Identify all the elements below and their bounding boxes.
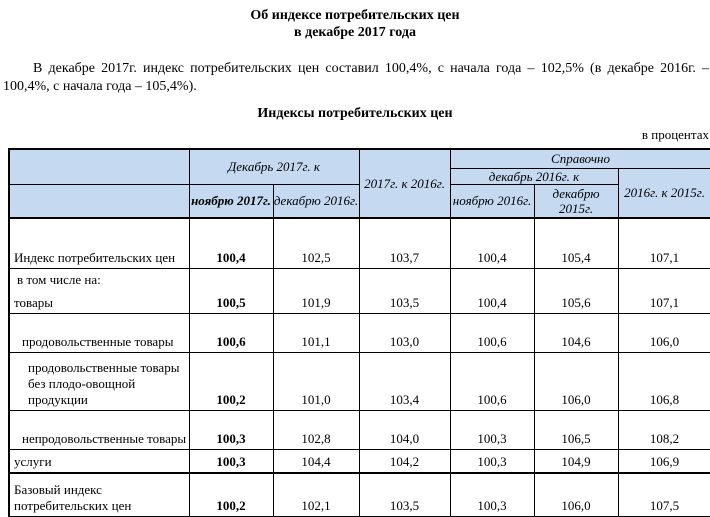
cell-value: 103,4 — [359, 353, 450, 411]
cell-value: 100,6 — [450, 314, 534, 353]
cell-value: 107,1 — [618, 218, 710, 268]
table-row — [9, 290, 710, 314]
row-label: продовольственные товары — [9, 314, 189, 353]
table-row — [9, 411, 710, 450]
cell-value: 106,0 — [534, 473, 618, 517]
cell-value: 101,9 — [273, 290, 359, 314]
row-label: услуги — [9, 450, 189, 473]
row-label: в том числе на: — [9, 268, 189, 290]
cell-value: 106,0 — [534, 353, 618, 411]
row-label: Индекс потребительских цен — [9, 218, 189, 268]
header-reference: Справочно — [450, 149, 710, 168]
cell-value: 106,9 — [618, 450, 710, 473]
cell-value: 100,3 — [450, 450, 534, 473]
header-group-dec2016: декабрь 2016г. к — [450, 168, 618, 184]
cell-value: 106,8 — [618, 353, 710, 411]
cell-value: 104,2 — [359, 450, 450, 473]
cell-value: 102,1 — [273, 473, 359, 517]
cell-value: 102,5 — [273, 218, 359, 268]
cell-value: 100,4 — [189, 218, 273, 268]
row-label: Базовый индекс потребительских цен — [9, 473, 189, 517]
table-row — [9, 314, 710, 353]
cpi-table — [8, 148, 710, 517]
header-dec2015: декабрю 2015г. — [534, 184, 618, 218]
cell-value: 106,5 — [534, 411, 618, 450]
cell-value: 101,0 — [273, 353, 359, 411]
cell-value: 100,3 — [450, 473, 534, 517]
intro-paragraph: В декабре 2017г. индекс потребительских цен составил 100,4%, с начала года – 102,5% (в декабре 2016г. – 100,4%, с начала года – 105,4%). — [3, 61, 709, 94]
cell-value: 104,6 — [534, 314, 618, 353]
document-title-line1: Об индексе потребительских цен — [250, 8, 460, 23]
cell-value: 100,2 — [189, 473, 273, 517]
cell-value: 104,9 — [534, 450, 618, 473]
header-blank-cell — [9, 149, 189, 184]
cell-value: 100,3 — [189, 411, 273, 450]
header-2017-2016: 2017г. к 2016г. — [359, 149, 450, 218]
table-row — [9, 218, 710, 268]
table-row — [9, 450, 710, 473]
cell-value: 100,5 — [189, 290, 273, 314]
cell-value: 107,1 — [618, 290, 710, 314]
cell-value: 104,4 — [273, 450, 359, 473]
cell-value: 100,3 — [189, 450, 273, 473]
table-row — [9, 268, 710, 290]
cell-value: 100,4 — [450, 290, 534, 314]
row-label: товары — [9, 290, 189, 314]
cell-value: 108,2 — [618, 411, 710, 450]
cell-value: 103,0 — [359, 314, 450, 353]
cell-value: 107,5 — [618, 473, 710, 517]
cell-value: 103,5 — [359, 473, 450, 517]
cell-value: 103,5 — [359, 290, 450, 314]
cell-value: 100,6 — [189, 314, 273, 353]
cell-value: 100,4 — [450, 218, 534, 268]
cell-value: 102,8 — [273, 411, 359, 450]
row-label: продовольственные товары без плодо-овощной продукции — [9, 353, 189, 411]
cell-value: 101,1 — [273, 314, 359, 353]
header-2016-2015: 2016г. к 2015г. — [618, 168, 710, 218]
cell-value: 106,0 — [618, 314, 710, 353]
row-label: непродовольственные товары — [9, 411, 189, 450]
header-nov2017: ноябрю 2017г. — [189, 184, 273, 218]
cell-value: 100,6 — [450, 353, 534, 411]
cell-value: 104,0 — [359, 411, 450, 450]
header-group-dec2017: Декабрь 2017г. к — [189, 149, 359, 184]
header-dec2016: декабрю 2016г. — [273, 184, 359, 218]
cell-value: 105,4 — [534, 218, 618, 268]
cell-value: 100,3 — [450, 411, 534, 450]
table-subtitle: Индексы потребительских цен — [257, 106, 453, 121]
table-row — [9, 353, 710, 411]
units-note: в процентах — [641, 127, 709, 142]
header-nov2016: ноябрю 2016г. — [450, 184, 534, 218]
document-title-line2: в декабре 2017 года — [294, 25, 416, 40]
cell-value: 103,7 — [359, 218, 450, 268]
table-row — [9, 473, 710, 517]
cell-value: 105,6 — [534, 290, 618, 314]
header-blank-cell-lower — [9, 184, 189, 218]
cell-value: 100,2 — [189, 353, 273, 411]
